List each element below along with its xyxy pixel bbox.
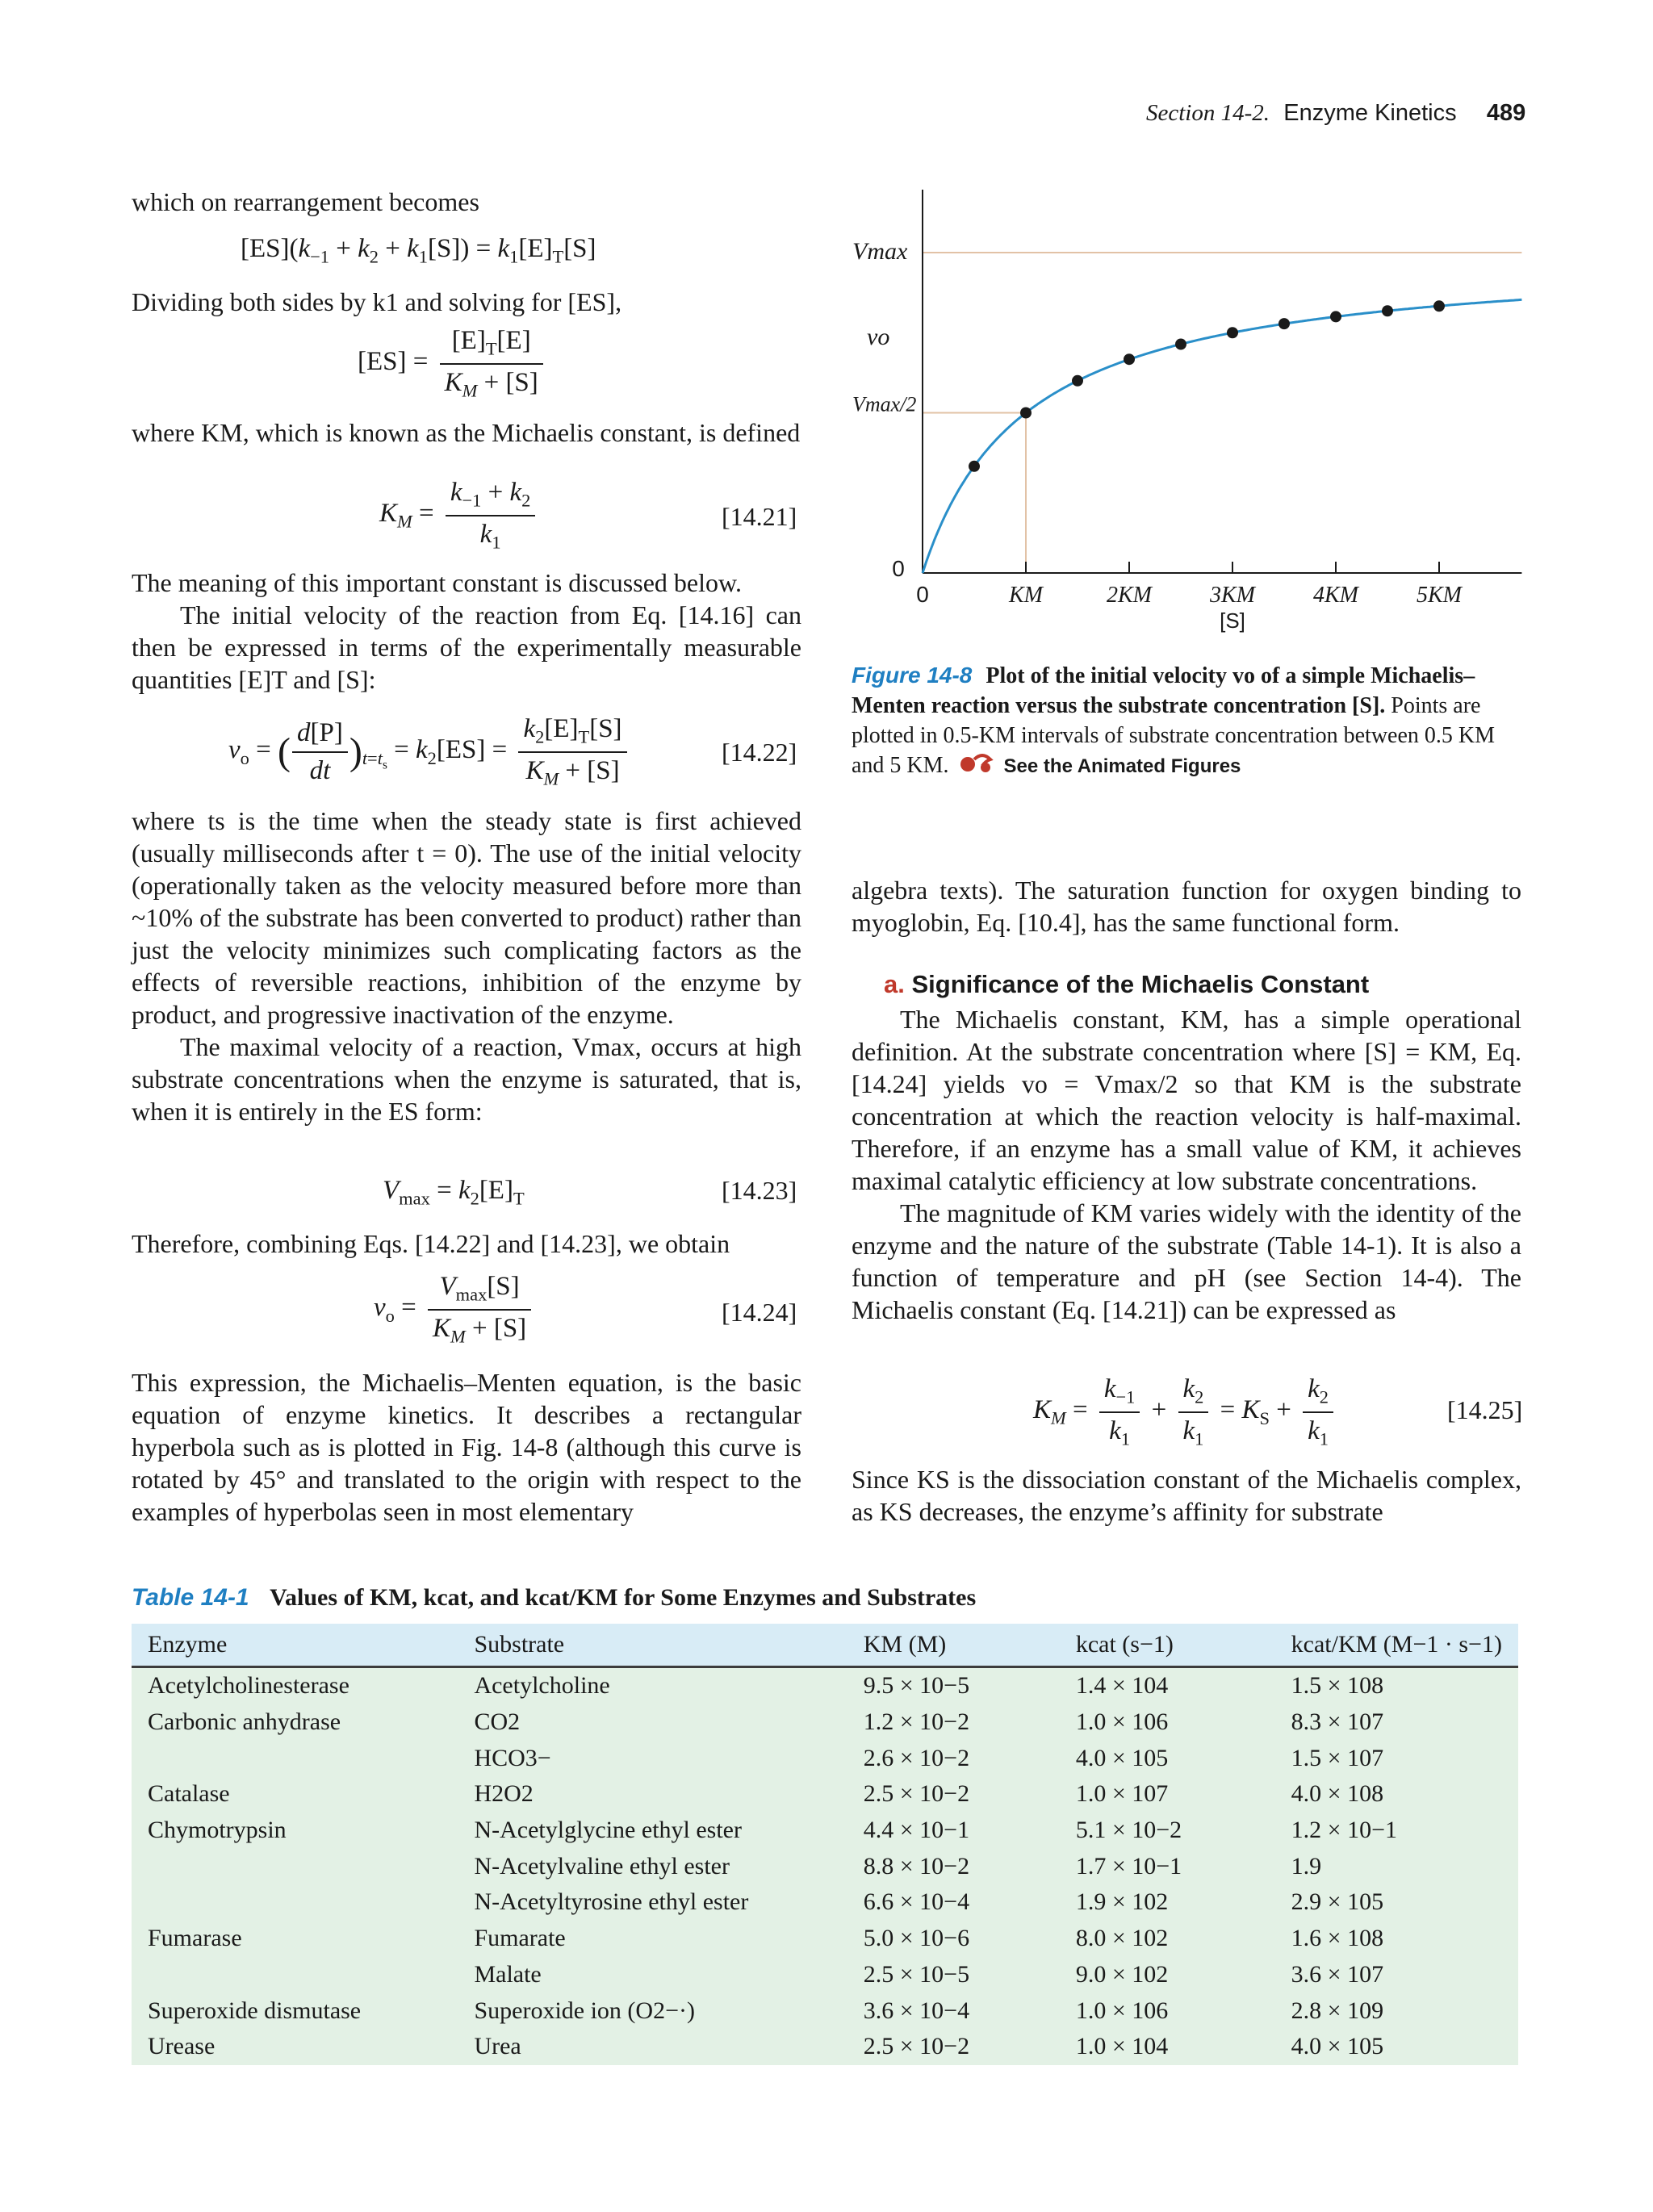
x-tick-label: 4KM <box>1313 583 1358 608</box>
table-cell: H2O2 <box>474 1780 534 1808</box>
table-title: Values of KM, kcat, and kcat/KM for Some Enzymes and Substrates <box>270 1584 977 1611</box>
table-cell: 1.9 × 102 <box>1075 1888 1169 1916</box>
left-km-definition <box>132 416 801 449</box>
x-tick-label: 0 <box>916 582 929 607</box>
table-cell: CO2 <box>474 1708 521 1736</box>
column-header: Substrate <box>458 1624 847 1667</box>
table-cell: 1.7 × 10−1 <box>1075 1852 1182 1880</box>
figure-caption <box>852 660 1497 784</box>
table-row <box>132 1776 1518 1813</box>
table-cell: Fumarase <box>148 1925 242 1952</box>
table-cell: 1.0 × 104 <box>1075 2033 1169 2060</box>
table-cell: Carbonic anhydrase <box>148 1708 341 1736</box>
equation-km-ks: $K_M$ = $\frac{k_{-1}}{k_1}$ + $\frac{k_2}{k_1}$ = $K_S$ + $\frac{k_2}{k_1}$ <box>1033 1374 1338 1449</box>
since-text: Since KS is the dissociation constant of the Michaelis complex, as KS decreases, the enzyme’s affinity for substrate <box>852 1465 1521 1526</box>
table-cell: 1.2 × 10−2 <box>863 1708 970 1736</box>
table-cell: 1.0 × 106 <box>1075 1708 1169 1736</box>
table-row <box>132 1957 1518 1993</box>
table-cell: Catalase <box>148 1780 230 1808</box>
table-cell: N-Acetylglycine ethyl ester <box>474 1817 742 1844</box>
table-cell: Acetylcholinesterase <box>148 1672 349 1700</box>
page-number: 489 <box>1486 100 1526 126</box>
column-header: Enzyme <box>132 1624 458 1667</box>
algebra-text: algebra texts). The saturation function for oxygen binding to myoglobin, Eq. [10.4], has the same functional form. <box>852 876 1521 937</box>
table-cell <box>132 1884 458 1921</box>
table-cell <box>132 1740 458 1776</box>
meaning-text: The meaning of this important constant is discussed below. <box>132 568 743 597</box>
data-point <box>1382 305 1393 316</box>
figure-label: Figure 14-8 <box>852 663 973 688</box>
table-cell: 4.0 × 108 <box>1291 1780 1384 1808</box>
table-cell: 1.5 × 107 <box>1291 1744 1384 1771</box>
y-tick-label: Vmax/2 <box>852 392 917 416</box>
data-point <box>1278 318 1290 329</box>
table-header-row <box>132 1624 1518 1667</box>
x-tick-label: 5KM <box>1417 583 1462 608</box>
significance-text: The Michaelis constant, KM, has a simple operational definition. At the substrate concentration where [S] = KM, Eq. [14.24] yields vo = Vmax/2 so that KM is the substrate concentration at which the reaction velocity is half-maximal. Therefore, if an enzyme has a small value of KM, it achieves maximal catalytic efficiency at low substrate concentrations. <box>852 1005 1521 1195</box>
column-header: kcat (s−1) <box>1060 1624 1275 1667</box>
table-cell: N-Acetylvaline ethyl ester <box>474 1852 730 1880</box>
dividing-line: Dividing both sides by k1 and solving for [ES], <box>132 287 622 316</box>
table-row <box>132 1992 1518 2029</box>
intro-line: which on rearrangement becomes <box>132 187 479 216</box>
x-axis-label: [S] <box>1220 608 1245 633</box>
michaelis-menten-chart <box>839 182 1534 654</box>
left-dividing <box>132 286 801 318</box>
table-cell: Malate <box>474 1960 542 1988</box>
y-tick-label: 0 <box>892 556 905 581</box>
equation-number: [14.24] <box>722 1298 797 1327</box>
equation-number: [14.23] <box>722 1176 797 1205</box>
left-mm-expression <box>132 1366 801 1528</box>
table-cell: 2.5 × 10−2 <box>863 2033 970 2060</box>
header-title: Enzyme Kinetics <box>1283 100 1457 126</box>
equation-number: [14.22] <box>722 738 797 767</box>
table-cell: HCO3− <box>474 1744 551 1771</box>
x-tick-label: 3KM <box>1210 583 1255 608</box>
x-tick-label: 2KM <box>1107 583 1152 608</box>
ts-paragraph-text: where ts is the time when the steady state is first achieved (usually milliseconds after t = 0). The use of the initial velocity (operationally taken as the velocity measured before more than ~10% of the substrate has been converted to product) rather than just the velocity minimizes such complicating factors as the effects of reversible reactions, inhibition of the enzyme by product, and progressive inactivation of the enzyme. <box>132 806 801 1029</box>
table-cell: 9.5 × 10−5 <box>863 1672 970 1700</box>
table-cell: Urease <box>148 2033 216 2060</box>
data-point <box>1433 300 1445 312</box>
left-combining <box>132 1227 801 1260</box>
table-cell <box>132 1957 458 1993</box>
table-cell: 1.6 × 108 <box>1291 1925 1384 1952</box>
table-cell: 4.0 × 105 <box>1291 2033 1384 2060</box>
right-significance <box>852 1003 1521 1326</box>
section-title: Significance of the Michaelis Constant <box>911 970 1370 998</box>
equation-number: [14.25] <box>1447 1395 1523 1424</box>
table-cell: Acetylcholine <box>474 1672 610 1700</box>
table-cell: 8.0 × 102 <box>1075 1925 1169 1952</box>
left-ts-paragraph <box>132 805 801 1127</box>
table-cell: 2.6 × 10−2 <box>863 1744 970 1771</box>
table-cell: N-Acetyltyrosine ethyl ester <box>474 1888 749 1916</box>
enzyme-table <box>132 1624 1518 2065</box>
table-cell: 9.0 × 102 <box>1075 1960 1169 1988</box>
michaelis-menten-curve <box>923 299 1521 573</box>
magnitude-text: The magnitude of KM varies widely with the identity of the enzyme and the nature of the substrate (Table 14-1). It is also a function of temperature and pH (see Section 14-4). The Michaelis constant (Eq. [14.21]) can be expressed as <box>852 1198 1521 1324</box>
table-cell: 5.0 × 10−6 <box>863 1925 970 1952</box>
left-intro <box>132 186 801 218</box>
table-cell: 1.5 × 108 <box>1291 1672 1384 1700</box>
animation-icon[interactable] <box>958 751 995 784</box>
equation-es: [ES] = $\frac{[E]_T[E]}{K_M + [S]}$ <box>358 326 548 401</box>
data-point <box>1072 375 1083 387</box>
table-cell <box>132 1848 458 1884</box>
right-since <box>852 1463 1521 1528</box>
equation-michaelis-menten: $v_o$ = $\frac{V_{max}[S]}{K_M + [S]}$ <box>374 1272 536 1347</box>
table-row <box>132 2029 1518 2065</box>
table-cell: Chymotrypsin <box>148 1817 287 1844</box>
data-point <box>1124 353 1135 365</box>
header-section: Section 14-2. <box>1146 100 1270 126</box>
maximal-velocity-text: The maximal velocity of a reaction, Vmax, occurs at high substrate concentrations when the enzyme is saturated, that is, when it is entirely in the ES form: <box>132 1032 801 1126</box>
table-cell: Urea <box>474 2033 521 2060</box>
table-cell: Fumarate <box>474 1925 566 1952</box>
table-caption <box>132 1584 976 1612</box>
running-header <box>1146 100 1525 127</box>
equation-km: $K_M$ = $\frac{k_{-1} + k_2}{k_1}$ <box>379 478 540 553</box>
table-row <box>132 1848 1518 1884</box>
right-algebra <box>852 874 1521 939</box>
data-point <box>1330 311 1341 322</box>
table-cell: 6.6 × 10−4 <box>863 1888 970 1916</box>
table-row <box>132 1704 1518 1741</box>
y-axis-label: vo <box>867 324 890 350</box>
data-point <box>1020 408 1032 419</box>
table-cell: 4.0 × 105 <box>1075 1744 1169 1771</box>
table-cell: 3.6 × 10−4 <box>863 1997 970 2024</box>
combining-text: Therefore, combining Eqs. [14.22] and [14.23], we obtain <box>132 1229 730 1258</box>
table-row <box>132 1740 1518 1776</box>
left-meaning <box>132 567 801 696</box>
data-point <box>1175 339 1186 350</box>
table-row <box>132 1921 1518 1957</box>
table-cell: 1.0 × 106 <box>1075 1997 1169 2024</box>
x-tick-label: KM <box>1009 583 1043 608</box>
table-cell: 1.9 <box>1291 1852 1322 1880</box>
table-cell: 1.2 × 10−1 <box>1291 1817 1397 1844</box>
table-row <box>132 1884 1518 1921</box>
table-cell: 2.5 × 10−5 <box>863 1960 970 1988</box>
equation-es-rearranged: $[ES](k_{-1} + k_2 + k_1[S]) = k_1[E]_T[S]$ <box>241 234 596 267</box>
table-row <box>132 1813 1518 1849</box>
figure-caption-rest: Points are plotted in 0.5-KM intervals of substrate concentration between 0.5 KM and 5 KM. <box>852 693 1496 778</box>
table-cell: 8.3 × 107 <box>1291 1708 1384 1736</box>
equation-vmax: $V_{max} = k_2[E]_T$ <box>383 1176 525 1209</box>
figure-caption-bold: Plot of the initial velocity vo of a simple Michaelis–Menten reaction versus the substrate concentration [S]. <box>852 663 1475 718</box>
column-header: kcat/KM (M−1 · s−1) <box>1275 1624 1518 1667</box>
km-definition-text: where KM, which is known as the Michaelis constant, is defined <box>132 418 801 447</box>
table-cell: Superoxide dismutase <box>148 1997 362 2024</box>
table-label: Table 14-1 <box>132 1584 249 1611</box>
table-cell: Superoxide ion (O2−·) <box>474 1997 695 2024</box>
table-cell: 2.5 × 10−2 <box>863 1780 970 1808</box>
section-heading <box>884 970 1369 999</box>
table-cell: 1.4 × 104 <box>1075 1672 1169 1700</box>
column-header: KM (M) <box>847 1624 1060 1667</box>
data-point <box>969 461 980 472</box>
equation-number: [14.21] <box>722 502 797 531</box>
table-cell: 3.6 × 107 <box>1291 1960 1384 1988</box>
mm-expression-text: This expression, the Michaelis–Menten equation, is the basic equation of enzyme kinetics. It describes a rectangular hyperbola such as is plotted in Fig. 14-8 (although this curve is rotated by 45° and translated to the origin with respect to the examples of hyperbolas seen in most elementary <box>132 1368 801 1526</box>
table-cell: 4.4 × 10−1 <box>863 1817 970 1844</box>
initial-velocity-text: The initial velocity of the reaction from Eq. [14.16] can then be expressed in terms of the experimentally measurable quantities [E]T and [S]: <box>132 600 801 694</box>
table-cell: 2.9 × 105 <box>1291 1888 1384 1916</box>
animated-figures-link[interactable]: See the Animated Figures <box>1003 755 1241 777</box>
table-cell: 1.0 × 107 <box>1075 1780 1169 1808</box>
data-point <box>1227 327 1238 338</box>
table-row <box>132 1667 1518 1704</box>
table-cell: 5.1 × 10−2 <box>1075 1817 1182 1844</box>
equation-initial-velocity: $v_o$ = ( $\frac{d[P]}{dt}$ )$_{t=t_s} = k_2[ES]$ = $\frac{k_2[E]_T[S]}{K_M + [S]}$ <box>228 714 632 789</box>
y-tick-label: Vmax <box>852 238 908 265</box>
table-cell: 2.8 × 109 <box>1291 1997 1384 2024</box>
section-letter: a. <box>884 970 905 998</box>
table-cell: 8.8 × 10−2 <box>863 1852 970 1880</box>
